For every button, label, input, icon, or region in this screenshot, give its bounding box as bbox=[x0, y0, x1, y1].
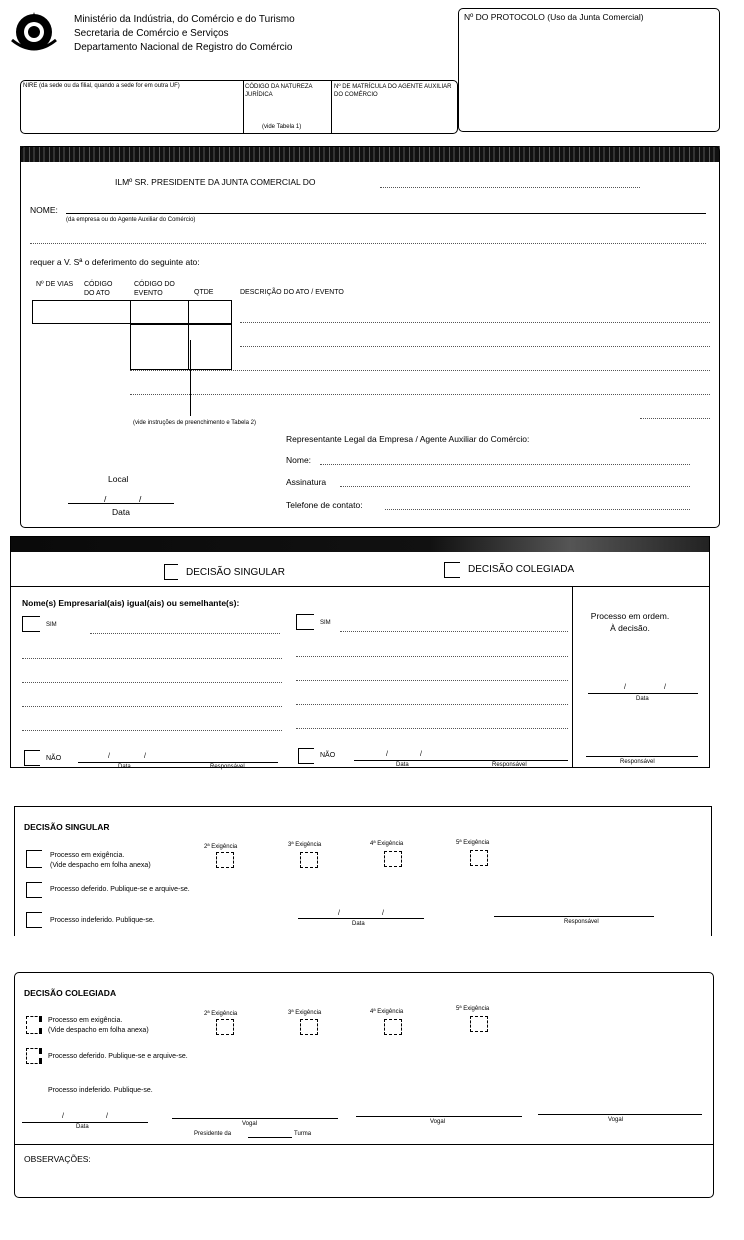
responsavel-label-a2: Responsável bbox=[492, 762, 527, 768]
coat-of-arms-icon bbox=[8, 10, 60, 54]
sim-checkbox-1[interactable] bbox=[22, 616, 40, 632]
colegiada-exig2: 2ª Exigência bbox=[204, 1011, 238, 1017]
assinatura-label: Assinatura bbox=[286, 477, 327, 487]
colegiada-indeferido: Processo indeferido. Publique-se. bbox=[48, 1087, 153, 1094]
colegiada-vide-despacho: (Vide despacho em folha anexa) bbox=[48, 1027, 149, 1034]
singular-checkbox[interactable] bbox=[164, 564, 178, 580]
ministry-line: Ministério da Indústria, do Comércio e do Turismo bbox=[74, 14, 295, 25]
singular-exig5-box[interactable] bbox=[470, 850, 488, 866]
sim-label-2: SIM bbox=[320, 620, 331, 626]
singular-exigencia-checkbox[interactable] bbox=[26, 850, 42, 868]
singular-exig4-box[interactable] bbox=[384, 851, 402, 867]
col-descricao: DESCRIÇÃO DO ATO / EVENTO bbox=[240, 289, 344, 296]
singular-data: Data bbox=[352, 921, 365, 927]
analise-section bbox=[10, 536, 710, 768]
observacoes-label: OBSERVAÇÕES: bbox=[24, 1154, 91, 1164]
colegiada-turma: Turma bbox=[294, 1131, 312, 1137]
rep-nome-input[interactable] bbox=[320, 464, 690, 465]
colegiada-deferido-checkbox[interactable] bbox=[26, 1048, 42, 1064]
singular-vide-despacho: (Vide despacho em folha anexa) bbox=[50, 862, 151, 869]
col-qtde: QTDE bbox=[194, 289, 214, 296]
data-label: Data bbox=[112, 507, 130, 517]
nome-hint: (da empresa ou do Agente Auxiliar do Comércio) bbox=[66, 217, 196, 223]
col-codigo-ato: CÓDIGO DO ATO bbox=[84, 281, 113, 297]
colegiada-exig5: 5ª Exigência bbox=[456, 1006, 490, 1012]
colegiada-data: Data bbox=[76, 1124, 89, 1130]
codigo-natureza-label: CÓDIGO DA NATUREZA JURÍDICA bbox=[245, 84, 313, 98]
requer-text: requer a V. Sª o deferimento do seguinte ato: bbox=[30, 257, 200, 267]
decisao-singular-option: DECISÃO SINGULAR bbox=[186, 567, 285, 578]
vide-instrucoes: (vide instruções de preenchimento e Tabela 2) bbox=[133, 420, 256, 426]
singular-exig4: 4ª Exigência bbox=[370, 841, 404, 847]
colegiada-exig3: 3ª Exigência bbox=[288, 1010, 322, 1016]
singular-exig3: 3ª Exigência bbox=[288, 842, 322, 848]
colegiada-vogal-2: Vogal bbox=[430, 1119, 446, 1125]
colegiada-exig5-box[interactable] bbox=[470, 1016, 488, 1032]
representante-label: Representante Legal da Empresa / Agente Auxiliar do Comércio: bbox=[286, 434, 530, 444]
protocol-label: Nº DO PROTOCOLO (Uso da Junta Comercial) bbox=[464, 12, 644, 22]
date-line[interactable] bbox=[68, 503, 174, 504]
responsavel-label-a3: Responsável bbox=[620, 759, 655, 765]
vide-tabela1: (vide Tabela 1) bbox=[262, 124, 302, 130]
colegiada-em-exigencia: Processo em exigência. bbox=[48, 1017, 123, 1024]
requerimento-section bbox=[20, 146, 720, 528]
colegiada-exig4-box[interactable] bbox=[384, 1019, 402, 1035]
nomes-iguais-label: Nome(s) Empresarial(ais) igual(ais) ou semelhante(s): bbox=[22, 598, 240, 608]
nao-checkbox-1[interactable] bbox=[24, 750, 40, 766]
colegiada-presidente: Presidente da bbox=[194, 1131, 232, 1137]
evento-table[interactable] bbox=[130, 324, 232, 370]
colegiada-exig2-box[interactable] bbox=[216, 1019, 234, 1035]
processo-ordem: Processo em ordem. À decisão. bbox=[590, 611, 670, 633]
colegiada-exig4: 4ª Exigência bbox=[370, 1009, 404, 1015]
decisao-colegiada-section bbox=[14, 972, 714, 1198]
rep-nome-label: Nome: bbox=[286, 455, 312, 465]
singular-exig3-box[interactable] bbox=[300, 852, 318, 868]
nome-input[interactable] bbox=[30, 243, 706, 244]
singular-em-exigencia: Processo em exigência. bbox=[50, 852, 125, 859]
col-vias: Nº DE VIAS bbox=[36, 281, 74, 288]
data-label-a1: Data bbox=[118, 764, 131, 770]
colegiada-exigencia-checkbox[interactable] bbox=[26, 1016, 42, 1034]
colegiada-vogal-1: Vogal bbox=[242, 1121, 258, 1127]
colegiada-vogal-3: Vogal bbox=[608, 1117, 624, 1123]
col-codigo-evento: CÓDIGO DO EVENTO bbox=[134, 281, 175, 297]
colegiada-exig3-box[interactable] bbox=[300, 1019, 318, 1035]
matricula-label: Nº DE MATRÍCULA DO AGENTE AUXILIAR DO COMÉRCIO bbox=[334, 84, 452, 98]
secretariat-line: Secretaria de Comércio e Serviços bbox=[74, 28, 229, 39]
sim-checkbox-2[interactable] bbox=[296, 614, 314, 630]
singular-indeferido-checkbox[interactable] bbox=[26, 912, 42, 928]
singular-deferido-checkbox[interactable] bbox=[26, 882, 42, 898]
assinatura-input[interactable] bbox=[340, 486, 690, 487]
colegiada-checkbox[interactable] bbox=[444, 562, 460, 578]
salutation: ILMº SR. PRESIDENTE DA JUNTA COMERCIAL DO bbox=[115, 177, 316, 187]
protocol-box[interactable] bbox=[458, 8, 720, 132]
nire-label: NIRE (da sede ou da filial, quando a sede for em outra UF) bbox=[23, 83, 180, 89]
data-label-a3: Data bbox=[636, 696, 649, 702]
observacoes-field[interactable] bbox=[20, 1166, 710, 1194]
responsavel-label-a1: Responsável bbox=[210, 764, 245, 770]
singular-responsavel: Responsável bbox=[564, 919, 599, 925]
data-label-a2: Data bbox=[396, 762, 409, 768]
local-label: Local bbox=[108, 474, 129, 484]
singular-exig2-box[interactable] bbox=[216, 852, 234, 868]
nao-label-1: NÃO bbox=[46, 755, 62, 762]
decisao-colegiada-option: DECISÃO COLEGIADA bbox=[468, 564, 575, 575]
telefone-input[interactable] bbox=[385, 509, 690, 510]
colegiada-deferido: Processo deferido. Publique-se e arquive-se. bbox=[48, 1053, 188, 1060]
singular-deferido: Processo deferido. Publique-se e arquive-se. bbox=[50, 886, 190, 893]
singular-exig2: 2ª Exigência bbox=[204, 844, 238, 850]
nao-checkbox-2[interactable] bbox=[298, 748, 314, 764]
nao-label-2: NÃO bbox=[320, 752, 336, 759]
sim-label-1: SIM bbox=[46, 622, 57, 628]
department-line: Departamento Nacional de Registro do Comércio bbox=[74, 42, 293, 53]
colegiada-title: DECISÃO COLEGIADA bbox=[24, 988, 117, 998]
singular-exig5: 5ª Exigência bbox=[456, 840, 490, 846]
telefone-label: Telefone de contato: bbox=[286, 500, 363, 510]
singular-title: DECISÃO SINGULAR bbox=[24, 822, 110, 832]
vias-cell[interactable] bbox=[32, 300, 232, 324]
nome-label: NOME: bbox=[30, 205, 58, 215]
singular-indeferido: Processo indeferido. Publique-se. bbox=[50, 917, 155, 924]
